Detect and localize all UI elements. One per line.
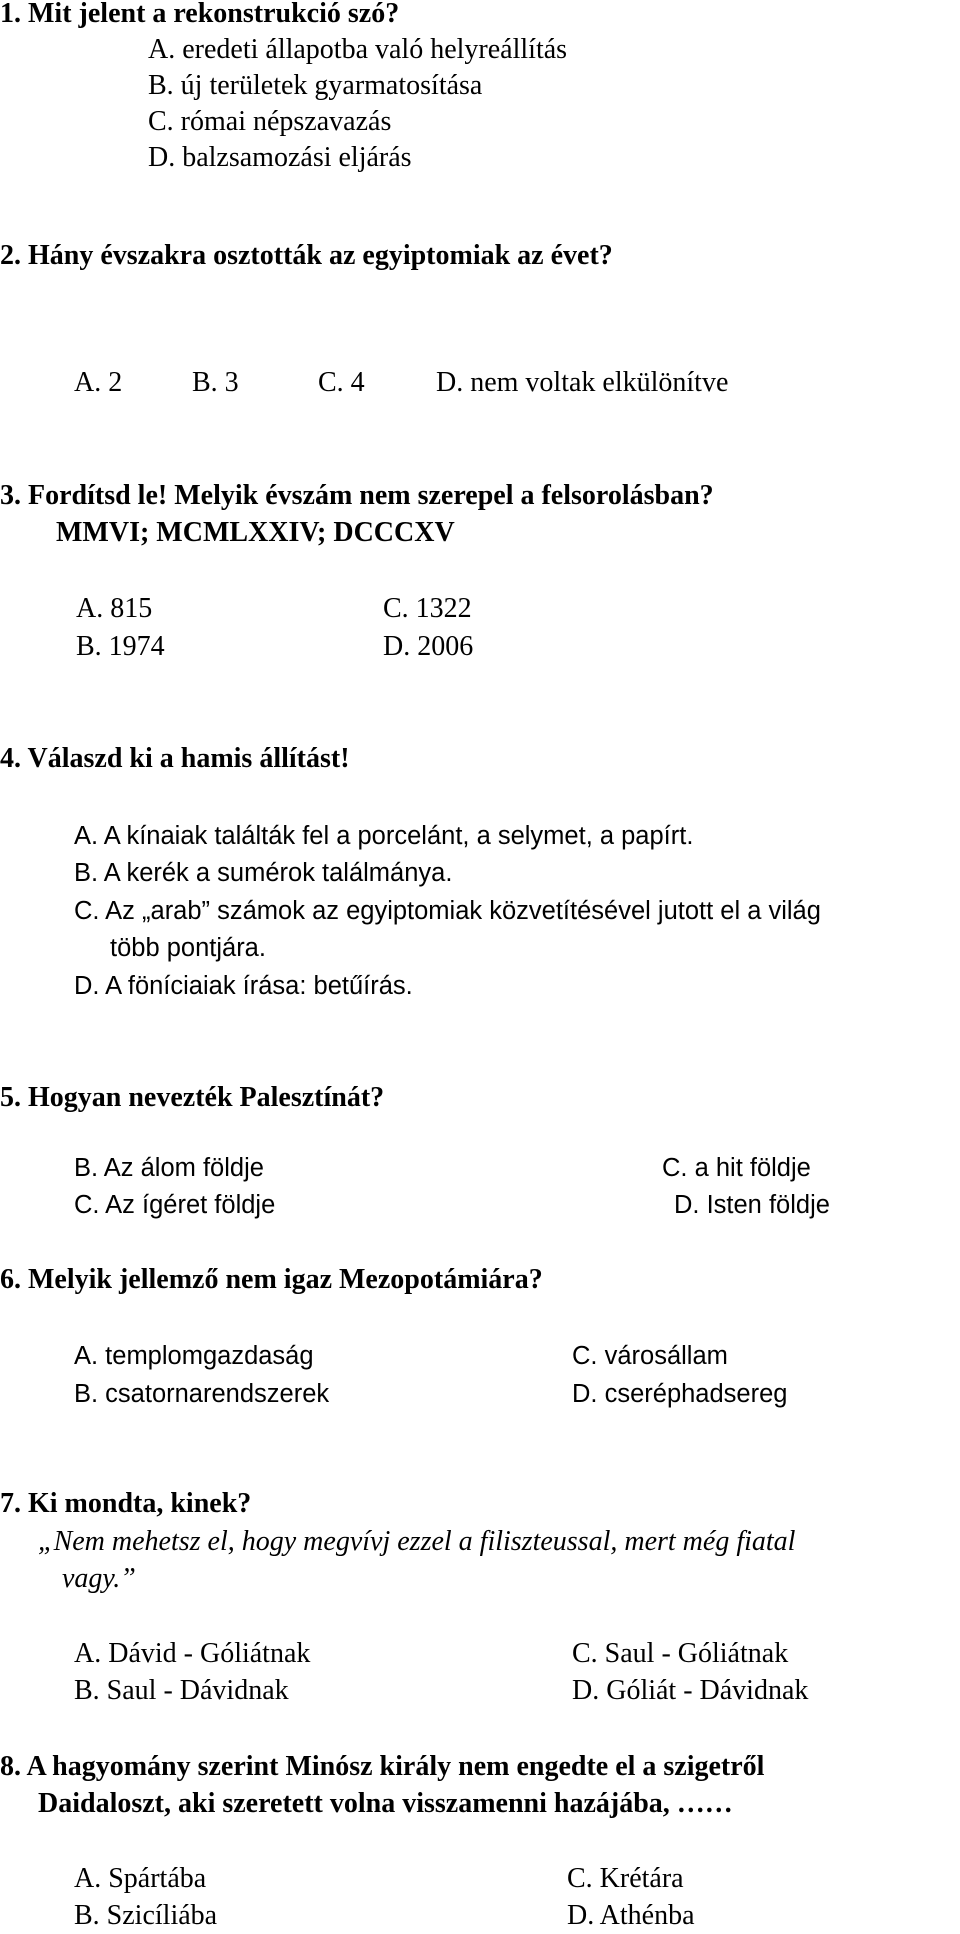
question-7-title: 7. Ki mondta, kinek?: [0, 1488, 252, 1519]
question-2-option-d: D. nem voltak elkülönítve: [436, 367, 729, 398]
question-2-option-a: A. 2: [74, 367, 123, 398]
question-1-option-a: A. eredeti állapotba való helyreállítás: [148, 34, 568, 65]
question-4-option-d: D. A föníciaiak írása: betűírás.: [74, 972, 413, 1000]
question-7-quote-line-1: „Nem mehetsz el, hogy megvívj ezzel a filiszteussal, mert még fiatal: [38, 1526, 796, 1557]
question-8-title-line-1: 8. A hagyomány szerint Minósz király nem engedte el a szigetről: [0, 1751, 765, 1782]
question-6-option-a: A. templomgazdaság: [74, 1342, 314, 1370]
question-4-option-c-line-2: több pontjára.: [110, 934, 266, 962]
question-2-option-c: C. 4: [318, 367, 365, 398]
question-7-option-d: D. Góliát - Dávidnak: [572, 1675, 809, 1706]
question-5-option-c-right: C. a hit földje: [662, 1154, 811, 1182]
question-1-title: 1. Mit jelent a rekonstrukció szó?: [0, 0, 400, 29]
question-5-option-c-left: C. Az ígéret földje: [74, 1191, 276, 1219]
question-1-option-c: C. római népszavazás: [148, 106, 392, 137]
question-4-option-b: B. A kerék a sumérok találmánya.: [74, 859, 453, 887]
question-8-option-a: A. Spártába: [74, 1863, 207, 1894]
question-3-numerals: MMVI; MCMLXXIV; DCCCXV: [56, 517, 455, 548]
question-5-option-b: B. Az álom földje: [74, 1154, 264, 1182]
question-3-option-d: D. 2006: [383, 631, 474, 662]
question-3-option-b: B. 1974: [76, 631, 165, 662]
question-5-title: 5. Hogyan nevezték Palesztínát?: [0, 1082, 385, 1113]
question-8-option-d: D. Athénba: [567, 1900, 695, 1931]
question-8-title-line-2: Daidaloszt, aki szeretett volna visszamenni hazájába, ……: [38, 1788, 733, 1819]
question-4-option-c-line-1: C. Az „arab” számok az egyiptomiak közvetítésével jutott el a világ: [74, 897, 821, 925]
question-7-option-a: A. Dávid - Góliátnak: [74, 1638, 311, 1669]
question-2-option-b: B. 3: [192, 367, 239, 398]
question-2-title: 2. Hány évszakra osztották az egyiptomiak az évet?: [0, 240, 613, 271]
question-4-option-a: A. A kínaiak találták fel a porcelánt, a selymet, a papírt.: [74, 822, 694, 850]
question-6-option-d: D. cseréphadsereg: [572, 1380, 788, 1408]
question-7-quote-line-2: vagy.”: [62, 1563, 136, 1594]
question-1-option-d: D. balzsamozási eljárás: [148, 142, 412, 173]
question-4-title: 4. Válaszd ki a hamis állítást!: [0, 743, 350, 774]
question-7-option-c: C. Saul - Góliátnak: [572, 1638, 789, 1669]
question-6-option-b: B. csatornarendszerek: [74, 1380, 330, 1408]
question-6-option-c: C. városállam: [572, 1342, 728, 1370]
question-6-title: 6. Melyik jellemző nem igaz Mezopotámiára?: [0, 1264, 543, 1295]
question-1-option-b: B. új területek gyarmatosítása: [148, 70, 483, 101]
question-8-option-b: B. Szicíliába: [74, 1900, 218, 1931]
question-7-option-b: B. Saul - Dávidnak: [74, 1675, 289, 1706]
question-5-option-d: D. Isten földje: [674, 1191, 830, 1219]
question-3-title: 3. Fordítsd le! Melyik évszám nem szerepel a felsorolásban?: [0, 480, 714, 511]
question-3-option-a: A. 815: [76, 593, 153, 624]
question-3-option-c: C. 1322: [383, 593, 472, 624]
question-8-option-c: C. Krétára: [567, 1863, 684, 1894]
